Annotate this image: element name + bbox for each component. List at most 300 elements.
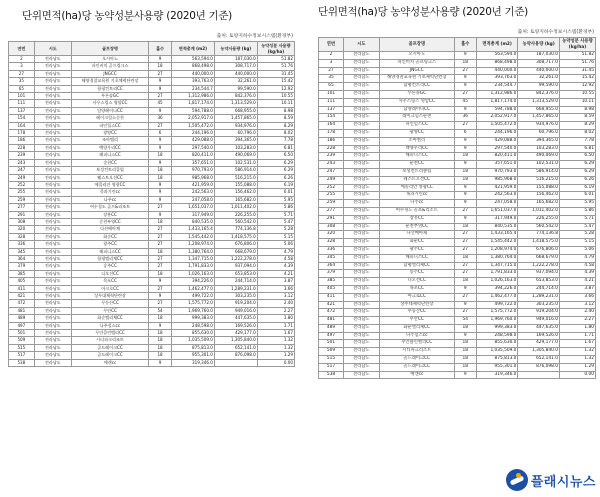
cell-region: 전라남도 [343,153,379,161]
cell-use: 156,462.0 [214,189,257,196]
cell-area: 421,959.0 [172,181,215,188]
cell-rank: 247 [319,168,344,176]
cell-rate: 51.76 [257,63,294,70]
cell-holes: 18 [454,59,476,67]
table-row [9,122,295,129]
cell-region: 전라남도 [34,337,71,344]
cell-rate: 1.67 [257,330,294,337]
cell-region: 전라남도 [343,207,379,215]
cell-region: 전라남도 [343,301,379,309]
cell-use: 919,204.0 [214,300,257,307]
cell-area: 429,088.0 [476,137,518,145]
cell-region: 전라남도 [343,200,379,208]
cell-rate: 8.59 [559,114,595,122]
cell-holes: 27 [454,90,476,98]
cell-area: 563,594.0 [476,52,518,60]
cell-use: 169,526.0 [518,332,560,340]
cell-area: 393,763.0 [172,78,215,85]
table-row [9,204,295,211]
cell-rank: 320 [319,231,344,239]
cell-area: 970,793.0 [172,167,215,174]
cell-use: 187,030.0 [518,52,560,60]
cell-area: 499,722.0 [476,301,518,309]
table-row [9,293,295,300]
cell-use: 949,016.0 [214,307,257,314]
col-name: 골프장명 [71,42,148,56]
cell-rate: 0.00 [257,359,294,366]
cell-rank: 328 [319,239,344,247]
cell-use: 842,376.0 [214,93,257,100]
cell-use: 155,088.0 [214,181,257,188]
table-row [319,371,596,379]
cell-region: 전라남도 [343,285,379,293]
cell-rank: 379 [9,263,35,270]
table-row [9,352,295,359]
cell-name: 담양레이나CC [379,106,454,114]
cell-use: 934,976.0 [214,122,257,129]
cell-area: 244,196.0 [172,130,215,137]
table-row [9,174,295,181]
cell-area: 234,544.7 [172,85,215,92]
cell-region: 전라남도 [34,115,71,122]
cell-rate: 6.29 [559,161,595,169]
cell-rank: 472 [9,300,35,307]
cell-area: 1,505,472.0 [476,122,518,130]
cell-rank: 277 [319,207,344,215]
cell-rate: 15.42 [559,75,595,83]
cell-area: 421,959.0 [476,184,518,192]
cell-holes: 27 [454,293,476,301]
cell-name: 파인힐스CC [71,122,148,129]
cell-rank: 101 [9,93,35,100]
table-row [319,161,596,169]
cell-rank: 259 [9,196,35,203]
table-row [319,356,596,364]
cell-region: 전라남도 [34,352,71,359]
cell-rate: 8.02 [257,130,294,137]
cell-holes: 18 [454,223,476,231]
cell-region: 전라남도 [343,145,379,153]
cell-area: 855,630.0 [172,330,215,337]
cell-name: 시티파크리조트 [71,337,148,344]
col-region: 시도 [343,38,379,52]
cell-area: 999,383.0 [476,324,518,332]
cell-rate: 5.47 [559,223,595,231]
cell-rank: 308 [9,218,35,225]
cell-area: 820,411.0 [172,152,215,159]
col-rank: 연번 [319,38,344,52]
cell-rate: 1.29 [257,352,294,359]
cell-area: 1,433,165.4 [172,226,215,233]
cell-holes: 18 [149,248,172,255]
cell-use: 1,457,865.0 [214,115,257,122]
cell-area: 1,651,037.0 [172,204,215,211]
table-row [319,270,596,278]
cell-rank: 164 [9,122,35,129]
cell-rank: 515 [9,344,35,351]
col-rate: 농약성분 사용량(kg/ha) [257,42,294,56]
cell-name: 무안CC [379,317,454,325]
cell-use: 1,418,575.0 [214,233,257,240]
cell-use: 60,796.0 [518,129,560,137]
cell-name: 무안CC [71,307,148,314]
page-title: 단위면적(ha)당 농약성분사용량 (2020년 기준) [318,6,528,18]
cell-rate: 6.81 [257,144,294,151]
cell-use: 937,094.0 [518,270,560,278]
cell-use: 447,635.0 [518,324,560,332]
cell-name: 목포CC [379,285,454,293]
cell-rate: 6.81 [559,145,595,153]
cell-holes: 9 [454,285,476,293]
cell-rank: 489 [319,324,344,332]
cell-name: 해피니스CC [379,153,454,161]
cell-holes: 27 [454,239,476,247]
table-row [319,301,596,309]
cell-use: 1,313,529.0 [518,98,560,106]
cell-rank: 517 [319,363,344,371]
cell-rank: 239 [319,153,344,161]
table-row [319,98,596,106]
cell-region: 전라남도 [343,98,379,106]
cell-use: 676,806.0 [518,246,560,254]
cell-name: 예캔cc [379,371,454,379]
cell-rank: 501 [319,340,344,348]
cell-region: 전라남도 [34,270,71,277]
table-row [9,152,295,159]
cell-name: 광양CC [379,129,454,137]
cell-region: 전라남도 [34,344,71,351]
cell-region: 전라남도 [343,293,379,301]
table-row [9,330,295,337]
cell-region: 전라남도 [34,56,71,63]
cell-area: 317,949.0 [172,211,215,218]
table-row [319,332,596,340]
cell-region: 전라남도 [343,83,379,91]
cell-region: 전라남도 [34,248,71,255]
cell-name: 푸른솔GC [379,90,454,98]
cell-region: 전라남도 [343,363,379,371]
cell-region: 전라남도 [34,70,71,77]
table-row [319,137,596,145]
cell-use: 774,136.8 [214,226,257,233]
cell-use: 103,283.0 [518,145,560,153]
cell-use: 516,215.0 [518,176,560,184]
table-row [9,337,295,344]
cell-rate: 5.28 [559,231,595,239]
cell-use: 1,289,231.0 [518,293,560,301]
cell-region: 전라남도 [343,137,379,145]
cell-use: 155,088.0 [518,184,560,192]
table-row [9,359,295,366]
cell-holes: 18 [454,340,476,348]
cell-name: 나주힐스cc [379,332,454,340]
cell-rank: 336 [319,246,344,254]
table-row [319,317,596,325]
cell-use: 429,177.0 [518,340,560,348]
cell-region: 전라남도 [343,262,379,270]
cell-name: 사우스링스 영암CC [71,100,148,107]
cell-area: 317,949.0 [476,215,518,223]
table-row [9,56,295,63]
cell-holes: 27 [149,204,172,211]
cell-use: 1,313,529.0 [214,100,257,107]
cell-area: 999,383.0 [172,315,215,322]
table-row [9,78,295,85]
cell-rate: 1.32 [257,344,294,351]
cell-holes: 18 [149,167,172,174]
cell-rate: 5.95 [257,196,294,203]
cell-use: 668,679.0 [518,254,560,262]
cell-area: 357,651.0 [172,159,215,166]
table-row [319,168,596,176]
cell-area: 1,312,986.0 [172,93,215,100]
cell-rate: 4.39 [257,263,294,270]
cell-use: 1,289,231.0 [214,285,257,292]
cell-rate: 10.11 [559,98,595,106]
cell-name: 화순CC [71,233,148,240]
cell-rate: 4.21 [257,270,294,277]
cell-use: 1,222,278.0 [214,255,257,262]
table-row [9,144,295,151]
cell-rank: 252 [9,181,35,188]
cell-rate: 1.32 [559,356,595,364]
table-row [319,262,596,270]
cell-use [214,359,257,366]
cell-rate: 1.67 [559,340,595,348]
cell-area: 985,968.0 [172,174,215,181]
cell-name: 광양CC [71,130,148,137]
table-row [9,93,295,100]
cell-region: 전라남도 [34,226,71,233]
cell-area: 1,575,772.0 [172,300,215,307]
cell-rank: 111 [9,100,35,107]
cell-rate: 6.01 [559,192,595,200]
cell-region: 전라남도 [343,309,379,317]
cell-holes: 27 [149,233,172,240]
cell-holes: 9 [454,52,476,60]
cell-region: 전라남도 [34,174,71,181]
cell-region: 전라남도 [343,184,379,192]
cell-region: 전라남도 [34,315,71,322]
cell-holes: 9 [454,215,476,223]
cell-holes: 27 [149,122,172,129]
cell-name: 함평엘리체CC [71,255,148,262]
page-title: 단위면적(ha)당 농약성분사용량 (2020년 기준) [22,10,232,22]
document-page-left [8,8,295,367]
cell-rate: 2.27 [559,317,595,325]
cell-name: 사우스링스 영암CC [379,98,454,106]
cell-rank: 405 [319,285,344,293]
cell-rate: 10.55 [257,93,294,100]
cell-holes: 9 [454,301,476,309]
cell-area: 1,312,986.0 [476,90,518,98]
cell-rank: 385 [9,270,35,277]
cell-holes: 18 [149,270,172,277]
cell-holes: 18 [454,348,476,356]
cell-rank: 538 [319,371,344,379]
cell-region: 전라남도 [34,359,71,366]
cell-holes: 18 [454,254,476,262]
cell-use: 876,098.0 [518,363,560,371]
cell-use: 1,011,402.0 [518,207,560,215]
cell-region: 전라남도 [343,122,379,130]
cell-holes: 54 [454,317,476,325]
cell-rate: 6.26 [257,174,294,181]
cell-rate: 6.26 [559,176,595,184]
cell-name: 웨스트오션CC [379,176,454,184]
cell-use: 32,261.0 [518,75,560,83]
cell-holes: 27 [454,262,476,270]
cell-rate: 51.82 [559,52,595,60]
cell-use: 652,141.0 [518,356,560,364]
cell-region: 전라남도 [34,152,71,159]
cell-name: 조아밸리 [379,137,454,145]
cell-rate: 5.95 [559,200,595,208]
cell-region: 전라남도 [343,52,379,60]
cell-name: 승주CC [379,270,454,278]
cell-name: 디오션CC [379,278,454,286]
cell-name: 무등산CC [379,309,454,317]
cell-rate: 4.58 [257,255,294,262]
cell-region: 전라남도 [34,100,71,107]
cell-area: 1,347,715.0 [172,255,215,262]
cell-rate: 7.78 [559,137,595,145]
cell-rate: 3.66 [559,293,595,301]
cell-area: 840,535.0 [476,223,518,231]
cell-rank: 249 [9,174,35,181]
cell-rank: 186 [9,137,35,144]
cell-rank: 364 [9,255,35,262]
cell-rank: 411 [319,293,344,301]
cell-holes: 18 [149,63,172,70]
cell-use: 303,235.0 [518,301,560,309]
cell-rate: 8.98 [559,106,595,114]
cell-area: 1,969,760.0 [476,317,518,325]
cell-region: 전라남도 [34,300,71,307]
cell-name: 화순CC [379,239,454,247]
cell-region: 전라남도 [34,307,71,314]
table-row [9,211,295,218]
table-row [319,324,596,332]
cell-holes: 9 [454,83,476,91]
cell-name: 여수경도 골프&리조트 [379,207,454,215]
cell-rate: 8.29 [559,122,595,130]
table-row [319,176,596,184]
cell-holes: 27 [149,300,172,307]
cell-name: 백양우리CC [71,144,148,151]
cell-rate: 31.45 [559,67,595,75]
cell-area: 247,058.0 [172,196,215,203]
cell-use: 1,222,278.0 [518,262,560,270]
cell-name: 나주cc [71,196,148,203]
table-row [319,231,596,239]
cell-area: 875,813.0 [476,356,518,364]
cell-region: 전라남도 [343,223,379,231]
cell-use: 169,526.0 [214,322,257,329]
cell-region: 전라남도 [34,255,71,262]
source-note: 출처: 토양지하수정보시스템(환경부) [216,34,293,39]
cell-rank: 411 [9,285,35,292]
cell-rank: 515 [319,356,344,364]
cell-rate: 5.86 [257,204,294,211]
cell-rate: 31.45 [257,70,294,77]
table-row [319,83,596,91]
cell-rate: 6.19 [559,184,595,192]
cell-holes: 9 [454,75,476,83]
cell-area: 1,026,163.0 [476,278,518,286]
cell-name: 함평컨트리CC [379,83,454,91]
cell-name: 오시아노 [71,56,148,63]
table-row [319,106,596,114]
table-row [9,85,295,92]
cell-name: 해양경찰교육원 기초체력단련장 [71,78,148,85]
cell-area: 1,969,760.0 [172,307,215,314]
cell-region: 전라남도 [34,122,71,129]
cell-name: 담양레이나CC [71,107,148,114]
cell-region: 전라남도 [343,168,379,176]
cell-holes: 6 [454,129,476,137]
cell-rate: 5.15 [257,233,294,240]
cell-use: 919,204.0 [518,309,560,317]
cell-rank: 164 [319,122,344,130]
cell-holes: 18 [454,363,476,371]
table-row [9,307,295,314]
cell-rate: 1.80 [559,324,595,332]
cell-name: 상무대체력단련장 [379,301,454,309]
cell-name: 백양우리CC [379,145,454,153]
cell-name: 보성컨트리클럽 [379,168,454,176]
cell-rank: 137 [319,106,344,114]
cell-rate: 1.71 [257,322,294,329]
cell-holes: 9 [149,211,172,218]
cell-region: 전라남도 [343,67,379,75]
cell-use: 103,283.0 [214,144,257,151]
cell-rank: 385 [319,278,344,286]
cell-name: 장흥CC [71,211,148,218]
cell-region: 전라남도 [343,215,379,223]
cell-name: 순천부영CC [379,223,454,231]
cell-rank: 228 [9,144,35,151]
cell-name: 목과기린cc [379,192,454,200]
cell-holes: 18 [149,315,172,322]
cell-holes: 27 [149,93,172,100]
cell-area: 1,208,974.0 [476,246,518,254]
cell-rank: 517 [9,352,35,359]
cell-name: 광주CC [379,246,454,254]
cell-rank: 497 [319,332,344,340]
table-row [9,255,295,262]
cell-name: 디오션CC [71,270,148,277]
cell-use: 440,000.0 [214,70,257,77]
cell-holes: 9 [149,56,172,63]
cell-area: 1,505,472.0 [172,122,215,129]
cell-area: 985,968.0 [476,176,518,184]
cell-region: 전라남도 [34,144,71,151]
table-row [9,248,295,255]
cell-holes: 18 [454,324,476,332]
cell-rank: 421 [9,293,35,300]
table-row [9,270,295,277]
cell-rate: 4.79 [257,248,294,255]
cell-rank: 178 [319,129,344,137]
cell-region: 전라남도 [34,263,71,270]
table-row [9,344,295,351]
cell-rate: 6.29 [257,167,294,174]
col-region: 시도 [34,42,71,56]
cell-region: 전라남도 [34,159,71,166]
table-row [319,246,596,254]
cell-rate: 3.12 [257,293,294,300]
